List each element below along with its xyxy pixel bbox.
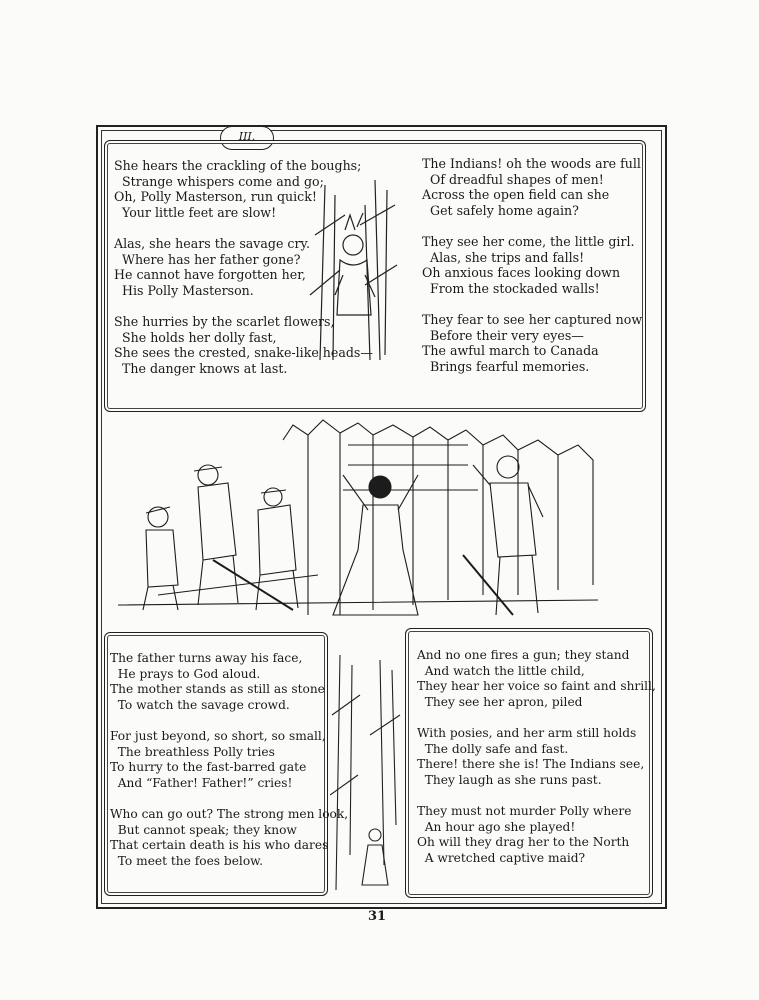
verse-line: Across the open field can she	[422, 187, 610, 203]
verse-line: The father turns away his face,	[110, 651, 303, 665]
verse-line: The Indians! oh the woods are full	[422, 156, 641, 171]
verse-line: She hears the crackling of the boughs;	[114, 158, 362, 173]
top-right-verse	[422, 156, 642, 374]
verse-line: Oh will they drag her to the North	[417, 835, 630, 850]
verse-line: Who can go out? The strong men look,	[110, 806, 349, 821]
verse-line: Alas, she trips and falls!	[422, 249, 585, 265]
verse-line: The danger knows at last.	[114, 360, 288, 376]
verse-line: Alas, she hears the savage cry.	[114, 235, 310, 251]
verse-line: They laugh as she runs past.	[417, 772, 602, 787]
verse-line: From the stockaded walls!	[422, 280, 600, 296]
verse-line	[422, 218, 642, 234]
verse-line: He prays to God aloud.	[110, 666, 261, 681]
verse-line: Of dreadful shapes of men!	[422, 171, 604, 187]
verse-line: She holds her dolly fast,	[114, 329, 277, 345]
verse-line: The dolly safe and fast.	[417, 741, 569, 756]
bottom-left-verse	[110, 651, 348, 869]
verse-line: He cannot have forgotten her,	[114, 267, 306, 283]
verse-line: Get safely home again?	[422, 202, 579, 218]
verse-line: But cannot speak; they know	[110, 822, 297, 837]
verse-line: And “Father! Father!” cries!	[110, 775, 293, 790]
indian-in-woods-illustration	[305, 175, 400, 360]
polly-running-illustration	[330, 655, 405, 890]
verse-line	[417, 788, 656, 804]
bottom-right-verse	[417, 648, 656, 866]
verse-line: The mother stands as still as stone	[110, 682, 325, 697]
section-ornament: III.	[220, 126, 274, 150]
verse-line: An hour ago she played!	[417, 819, 576, 834]
verse-line: Before their very eyes—	[422, 327, 584, 343]
verse-line: Brings fearful memories.	[422, 358, 590, 374]
verse-line: With posies, and her arm still holds	[417, 725, 637, 740]
verse-line: They hear her voice so faint and shrill,	[417, 679, 656, 694]
verse-line: They see her come, the little girl.	[422, 233, 635, 249]
verse-line	[417, 710, 656, 726]
page-number: 31	[368, 909, 387, 924]
verse-line: That certain death is his who dares	[110, 838, 329, 853]
verse-line	[110, 791, 348, 807]
verse-line: To hurry to the fast-barred gate	[110, 760, 307, 775]
verse-line: The breathless Polly tries	[110, 744, 275, 759]
verse-line: They see her apron, piled	[417, 694, 583, 709]
verse-line: They must not murder Polly where	[417, 803, 632, 818]
verse-line: And no one fires a gun; they stand	[417, 648, 630, 662]
verse-line: The awful march to Canada	[422, 343, 599, 359]
verse-line: To watch the savage crowd.	[110, 697, 290, 712]
verse-line	[422, 296, 642, 312]
verse-line	[110, 713, 348, 729]
verse-line: Oh, Polly Masterson, run quick!	[114, 189, 317, 205]
verse-line: They fear to see her captured now	[422, 311, 643, 327]
verse-line: And watch the little child,	[417, 663, 585, 678]
verse-line: Oh anxious faces looking down	[422, 265, 621, 281]
verse-line: Your little feet are slow!	[114, 204, 277, 220]
verse-line: For just beyond, so short, so small,	[110, 728, 326, 743]
verse-line: A wretched captive maid?	[417, 850, 586, 865]
verse-line: Strange whispers come and go;	[114, 173, 324, 189]
verse-line: Where has her father gone?	[114, 251, 301, 267]
verse-line: She hurries by the scarlet flowers,	[114, 313, 335, 329]
verse-line: There! there she is! The Indians see,	[417, 757, 645, 772]
verse-line: She sees the crested, snake-like heads—	[114, 345, 373, 361]
verse-line: To meet the foes below.	[110, 853, 264, 868]
verse-line: His Polly Masterson.	[114, 282, 254, 298]
stockade-scene-illustration	[118, 405, 598, 625]
